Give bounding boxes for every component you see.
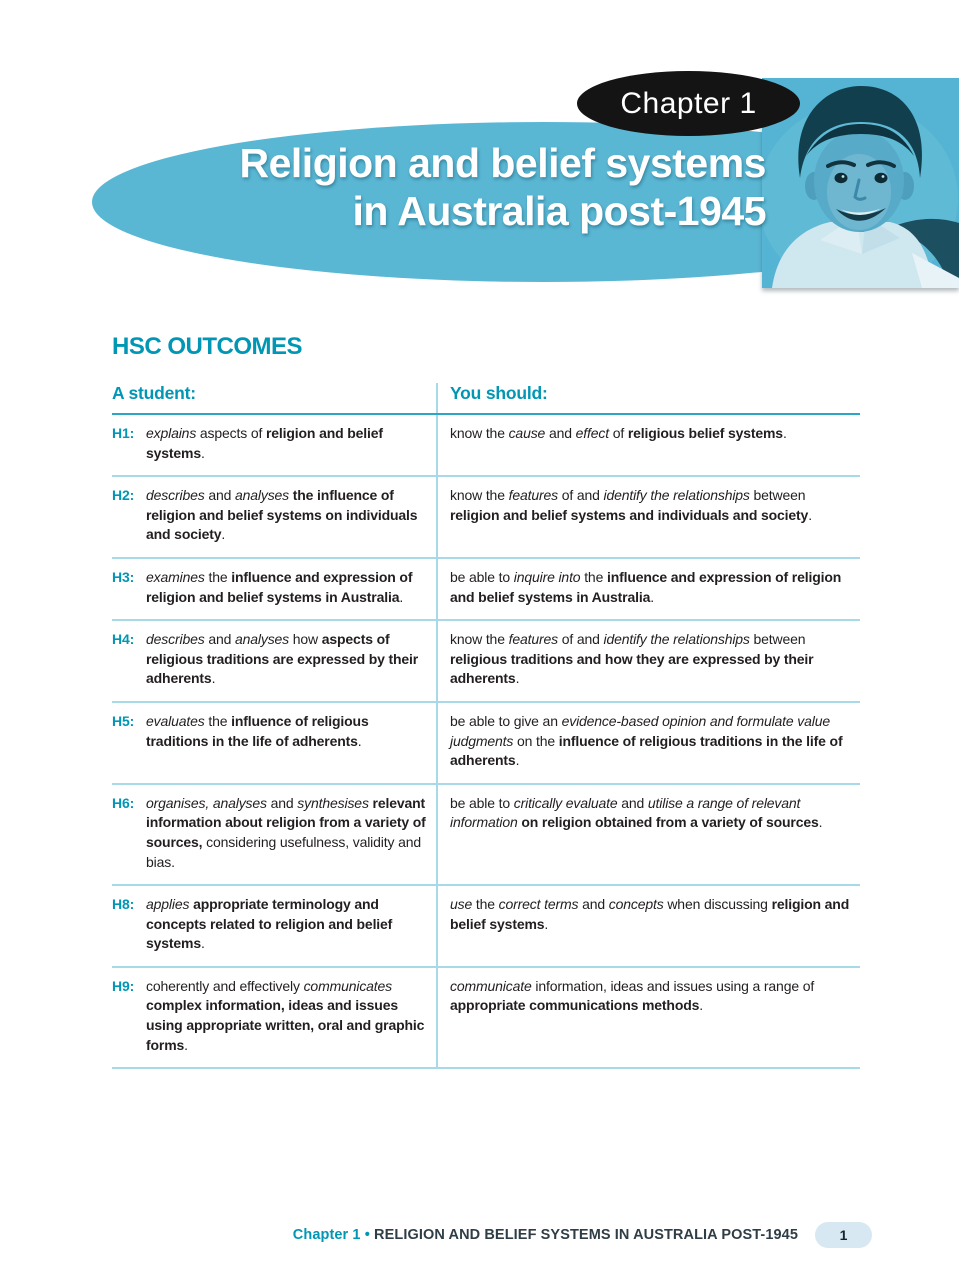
footer-chapter-label: Chapter 1 xyxy=(292,1227,361,1243)
column-header-a-student: A student: xyxy=(112,383,437,414)
chapter-title-line1: Religion and belief systems xyxy=(239,140,766,186)
outcome-code: H9: xyxy=(112,977,135,994)
you-should-text-run: influence and expression of religion and belief systems in Australia xyxy=(450,568,842,605)
student-outcome xyxy=(146,712,426,751)
student-outcome-cell xyxy=(112,558,437,620)
student-outcome-text-run: considering usefulness, validity and bias. xyxy=(146,833,421,870)
page-footer xyxy=(0,1222,872,1248)
you-should-text-run: . xyxy=(818,814,823,831)
you-should-text-run: cause xyxy=(508,425,549,441)
chapter-number-label: Chapter 1 xyxy=(620,86,757,120)
outcome-row xyxy=(112,702,860,784)
student-outcome-cell xyxy=(112,702,437,784)
page-number: 1 xyxy=(839,1227,848,1243)
outcome-code: H2: xyxy=(112,487,135,504)
student-outcome-text-run: aspects of xyxy=(199,425,266,441)
you-should-cell xyxy=(437,784,860,885)
student-outcome-text-run: communicates xyxy=(303,977,393,994)
you-should-text-run: religious traditions and how they are expressed by their adherents xyxy=(450,650,814,687)
footer-running-title xyxy=(293,1227,798,1243)
you-should-text-run: know the xyxy=(450,425,509,441)
you-should-text-run: and xyxy=(548,425,576,441)
footer-book-title: RELIGION AND BELIEF SYSTEMS IN AUSTRALIA POST-1945 xyxy=(374,1227,798,1243)
student-outcome-text-run: synthesises xyxy=(297,794,373,811)
you-should-cell xyxy=(437,885,860,967)
outcome-row xyxy=(112,885,860,967)
student-outcome-text-run: explains xyxy=(146,425,200,441)
student-outcome-text-run: evaluates xyxy=(146,712,209,729)
section-title: HSC OUTCOMES xyxy=(112,333,303,360)
student-outcome-text-run: . xyxy=(211,670,216,687)
student-outcome xyxy=(146,794,426,872)
student-outcome-text-run: influence of religious traditions in the life of adherents xyxy=(146,712,369,749)
student-outcome-text-run: and xyxy=(208,487,235,504)
you-should-text-run: . xyxy=(650,588,654,605)
student-outcome-cell xyxy=(112,885,437,967)
student-outcome-text-run: influence and expression of religion and belief systems in Australia xyxy=(146,568,413,605)
student-outcome-text-run: the xyxy=(208,712,232,729)
you-should-text-run: be able to xyxy=(450,794,514,811)
student-outcome-text-run: relevant information about religion from a variety of sources, xyxy=(146,794,426,850)
outcome-row xyxy=(112,558,860,620)
student-outcome-text-run: and xyxy=(208,631,235,648)
you-should-cell xyxy=(437,414,860,476)
student-outcome-cell xyxy=(112,784,437,885)
chapter-banner xyxy=(0,0,959,300)
you-should-text-run: religion and belief systems and individuals and society xyxy=(450,506,809,523)
outcome-code: H5: xyxy=(112,712,135,729)
you-should-text-run: critically evaluate xyxy=(513,794,622,811)
you-should-text-run: the xyxy=(475,896,499,913)
you-should-text-run: effect xyxy=(575,425,613,441)
outcome-code: H4: xyxy=(112,631,135,648)
footer-bullet: • xyxy=(364,1227,370,1243)
student-outcome-text-run: appropriate terminology and concepts related to religion and belief systems xyxy=(146,896,393,952)
you-should-text-run: between xyxy=(753,631,806,648)
you-should-text-run: know the xyxy=(450,631,509,648)
you-should-text-run: features xyxy=(508,487,562,504)
student-outcome-text-run: . xyxy=(221,526,226,543)
you-should-text-run: . xyxy=(782,425,787,441)
you-should-cell xyxy=(437,476,860,558)
student-outcome-text-run: . xyxy=(357,732,362,749)
student-outcome-text-run: religion and belief systems xyxy=(146,425,383,461)
student-outcome-text-run: describes xyxy=(146,487,209,504)
you-should-text-run: identify the relationships xyxy=(603,487,754,504)
you-should-text-run: correct terms xyxy=(498,896,583,913)
you-should-text-run: . xyxy=(808,506,812,523)
outcome-row xyxy=(112,784,860,885)
you-should-text-run: identify the relationships xyxy=(603,631,754,648)
student-outcome-text-run: the influence of religion and belief systems on individuals and society xyxy=(146,487,418,543)
student-outcome-text-run: . xyxy=(184,1036,188,1053)
you-should-text-run: of and xyxy=(561,631,604,648)
chapter-number-badge xyxy=(577,71,800,136)
you-should-text-run: use xyxy=(450,896,476,913)
you-should-cell xyxy=(437,967,860,1068)
you-should-text-run: be able to xyxy=(450,568,514,585)
outcomes-header-row xyxy=(112,383,860,414)
outcome-row xyxy=(112,476,860,558)
student-outcome xyxy=(146,424,426,463)
student-outcome-cell xyxy=(112,476,437,558)
student-outcome-cell xyxy=(112,967,437,1068)
student-outcome xyxy=(146,630,426,689)
student-outcome-cell xyxy=(112,414,437,476)
you-should-text-run: when discussing xyxy=(667,896,772,913)
outcome-code: H1: xyxy=(112,425,135,441)
outcome-row xyxy=(112,414,860,476)
you-should-text-run: religious belief systems xyxy=(627,425,783,441)
student-outcome-text-run: the xyxy=(208,568,232,585)
you-should-text-run: information, ideas and issues using a range of xyxy=(535,977,815,994)
student-outcome-text-run: examines xyxy=(146,568,209,585)
you-should-cell xyxy=(437,702,860,784)
you-should-text-run: inquire into xyxy=(513,568,585,585)
student-outcome-text-run: organises, analyses xyxy=(146,794,271,811)
you-should-text-run: utilise a range of relevant information xyxy=(450,794,801,831)
you-should-text-run: concepts xyxy=(608,896,668,913)
student-outcome xyxy=(146,568,426,607)
you-should-text-run: on the xyxy=(516,732,559,749)
student-outcome-text-run: how xyxy=(292,631,322,648)
you-should-text-run: evidence-based opinion and formulate value judgments xyxy=(450,712,831,749)
you-should-text-run: . xyxy=(699,997,704,1014)
student-outcome-cell xyxy=(112,620,437,702)
you-should-text-run: between xyxy=(753,487,806,504)
you-should-text-run: and xyxy=(621,794,648,811)
student-outcome xyxy=(146,977,426,1055)
outcome-code: H3: xyxy=(112,568,135,585)
student-outcome-text-run: . xyxy=(201,935,205,952)
page-number-pill xyxy=(815,1222,872,1248)
student-outcome-text-run: analyses xyxy=(234,487,293,504)
you-should-text-run: . xyxy=(515,752,520,769)
student-outcome xyxy=(146,486,426,545)
you-should-text-run: . xyxy=(515,670,520,687)
student-outcome-text-run: aspects of religious traditions are expressed by their adherents xyxy=(146,631,419,687)
you-should-text-run: . xyxy=(544,915,549,932)
outcome-code: H6: xyxy=(112,794,135,811)
you-should-text-run: and xyxy=(582,896,609,913)
main-content xyxy=(112,333,860,1069)
student-outcome-text-run: . xyxy=(201,444,205,461)
you-should-text-run: know the xyxy=(450,487,509,504)
you-should-text-run: be able to give an xyxy=(450,712,562,729)
student-outcome-text-run: coherently and effectively xyxy=(146,977,304,994)
student-outcome-text-run: and xyxy=(270,794,298,811)
outcomes-table xyxy=(112,383,860,1069)
you-should-text-run: features xyxy=(508,631,562,648)
you-should-cell xyxy=(437,620,860,702)
you-should-text-run: of xyxy=(612,425,628,441)
student-outcome-text-run: analyses xyxy=(234,631,293,648)
you-should-text-run: the xyxy=(584,568,607,585)
you-should-cell xyxy=(437,558,860,620)
you-should-text-run: religion and belief systems xyxy=(450,896,850,932)
chapter-title-line2: in Australia post-1945 xyxy=(352,187,766,234)
student-outcome-text-run: describes xyxy=(146,631,209,648)
chapter-title xyxy=(100,140,766,235)
student-outcome xyxy=(146,895,426,954)
outcome-row xyxy=(112,967,860,1068)
you-should-text-run: of and xyxy=(561,487,604,504)
you-should-text-run: communicate xyxy=(450,977,536,994)
outcome-row xyxy=(112,620,860,702)
you-should-text-run: on religion obtained from a variety of sources xyxy=(521,814,819,831)
you-should-text-run: appropriate communications methods xyxy=(450,997,700,1014)
column-header-you-should: You should: xyxy=(437,383,860,414)
you-should-text-run: influence of religious traditions in the life of adherents xyxy=(450,732,843,769)
student-outcome-text-run: complex information, ideas and issues using appropriate written, oral and graphic forms xyxy=(146,997,425,1053)
student-outcome-text-run: . xyxy=(399,588,404,605)
student-outcome-text-run: applies xyxy=(146,896,194,913)
outcome-code: H8: xyxy=(112,896,135,913)
